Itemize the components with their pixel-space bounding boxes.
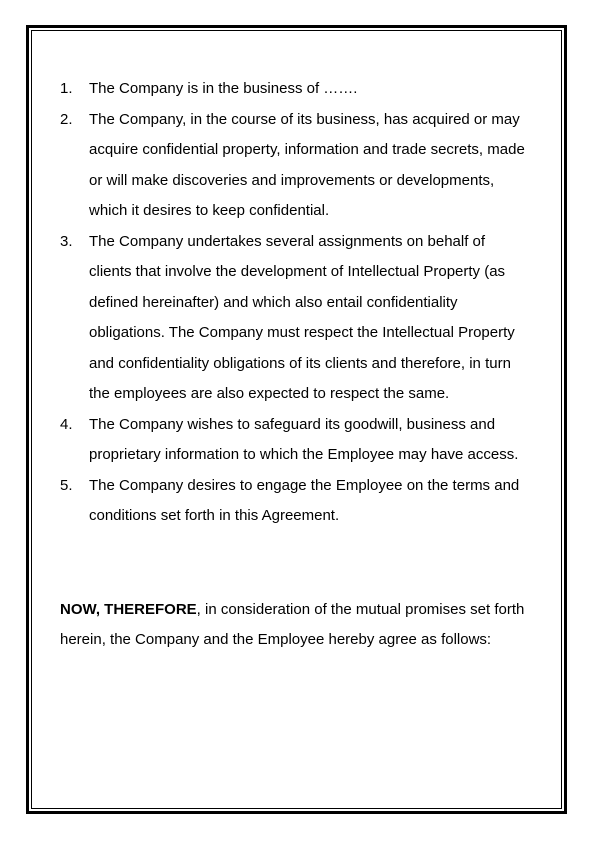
recital-number: 3. [60,232,73,250]
recital-text: The Company, in the course of its business, has acquired or may acquire confidential property, information and trade secrets, made or will make discoveries and improvements or developments, which it desires to keep confidential. [89,110,525,219]
recital-item-2 [60,105,530,227]
recital-number: 1. [60,80,73,97]
closing-text: , in consideration of the mutual promises set forth herein, the Company and the Employee hereby agree as follows: [60,600,525,648]
recital-number: 5. [60,476,73,494]
document-body [60,74,530,671]
recital-text: The Company undertakes several assignments on behalf of clients that involve the development of Intellectual Property (as defined hereinafter) and which also entail confidentiality obligations. The Company must respect the Intellectual Property and confidentiality obligations of its clients and therefore, in turn the employees are also expected to respect the same. [89,232,515,402]
closing-paragraph [60,595,530,656]
recital-item-1 [60,74,530,105]
recital-text: The Company desires to engage the Employee on the terms and conditions set forth in this Agreement. [89,476,520,524]
recital-number: 2. [60,110,73,128]
recital-text: The Company wishes to safeguard its goodwill, business and proprietary information to which the Employee may have access. [89,415,519,463]
recital-item-3 [60,227,530,410]
recital-item-4 [60,410,530,471]
closing-lead: NOW, THEREFORE [60,600,197,618]
recitals-list [60,74,530,532]
recital-item-5 [60,471,530,532]
recital-number: 4. [60,415,73,433]
recital-text: The Company is in the business of ……. [89,80,358,97]
